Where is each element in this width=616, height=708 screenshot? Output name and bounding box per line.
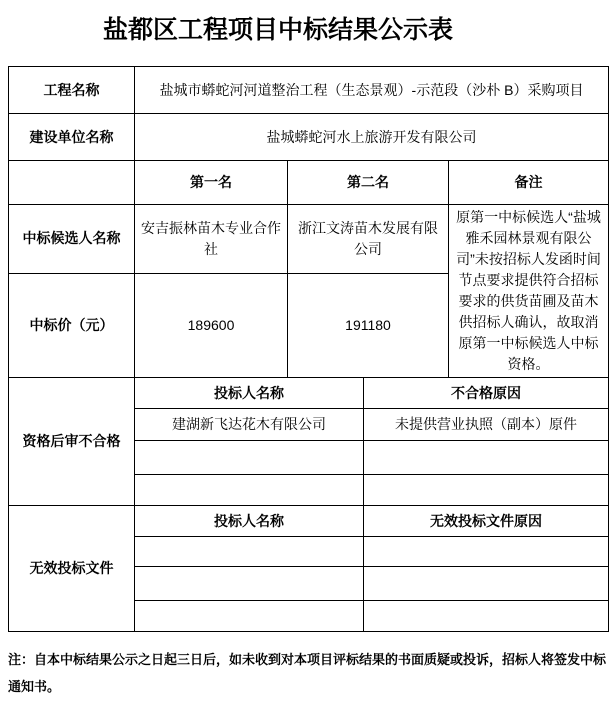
unqualified-bidder-value: 建湖新飞达花木有限公司 bbox=[135, 409, 364, 441]
owner-label: 建设单位名称 bbox=[9, 114, 135, 161]
unqualified-bidder-empty bbox=[135, 441, 364, 475]
page-title: 盐都区工程项目中标结果公示表 bbox=[102, 16, 453, 44]
invalid-bidder-empty bbox=[135, 537, 364, 567]
invalid-reason-empty bbox=[364, 601, 609, 632]
unqualified-reason-header: 不合格原因 bbox=[364, 378, 609, 409]
bid-result-table bbox=[8, 66, 609, 632]
price-label: 中标价（元） bbox=[9, 273, 135, 377]
price-second-value: 191180 bbox=[288, 273, 449, 377]
invalid-reason-empty bbox=[364, 537, 609, 567]
unqualified-reason-empty bbox=[364, 441, 609, 475]
project-name-row bbox=[9, 67, 609, 114]
candidates-row bbox=[9, 205, 609, 274]
project-name-value: 盐城市蟒蛇河河道整治工程（生态景观）-示范段（沙朴 B）采购项目 bbox=[135, 67, 609, 114]
candidate-first-value: 安吉振林苗木专业合作社 bbox=[135, 205, 288, 274]
owner-value: 盐城蟒蛇河水上旅游开发有限公司 bbox=[135, 114, 609, 161]
invalid-section-label: 无效投标文件 bbox=[9, 506, 135, 632]
footnote: 注：自本中标结果公示之日起三日后，如未收到对本项目评标结果的书面质疑或投诉，招标人将签发中标通知书。 bbox=[8, 652, 607, 694]
remark-header: 备注 bbox=[449, 161, 609, 205]
rank-header-row bbox=[9, 161, 609, 205]
owner-row bbox=[9, 114, 609, 161]
unqualified-reason-value: 未提供营业执照（副本）原件 bbox=[364, 409, 609, 441]
rank-second-header: 第二名 bbox=[288, 161, 449, 205]
unqualified-reason-empty bbox=[364, 475, 609, 506]
candidates-label: 中标候选人名称 bbox=[9, 205, 135, 274]
invalid-reason-empty bbox=[364, 567, 609, 601]
unqualified-header-row bbox=[9, 378, 609, 409]
price-first-value: 189600 bbox=[135, 273, 288, 377]
empty-corner-cell bbox=[9, 161, 135, 205]
remark-cell: 原第一中标候选人“盐城雅禾园林景观有限公司”未按招标人发函时间节点要求提供符合招标要求的供货苗圃及苗木供招标人确认，故取消原第一中标候选人中标资格。 bbox=[449, 205, 609, 378]
invalid-bidder-empty bbox=[135, 567, 364, 601]
invalid-reason-header: 无效投标文件原因 bbox=[364, 506, 609, 537]
unqualified-bidder-header: 投标人名称 bbox=[135, 378, 364, 409]
invalid-bidder-header: 投标人名称 bbox=[135, 506, 364, 537]
document-page bbox=[0, 14, 616, 700]
unqualified-section-label: 资格后审不合格 bbox=[9, 378, 135, 506]
unqualified-bidder-empty bbox=[135, 475, 364, 506]
candidate-second-value: 浙江文涛苗木发展有限公司 bbox=[288, 205, 449, 274]
invalid-bidder-empty bbox=[135, 601, 364, 632]
invalid-header-row bbox=[9, 506, 609, 537]
rank-first-header: 第一名 bbox=[135, 161, 288, 205]
project-name-label: 工程名称 bbox=[9, 67, 135, 114]
